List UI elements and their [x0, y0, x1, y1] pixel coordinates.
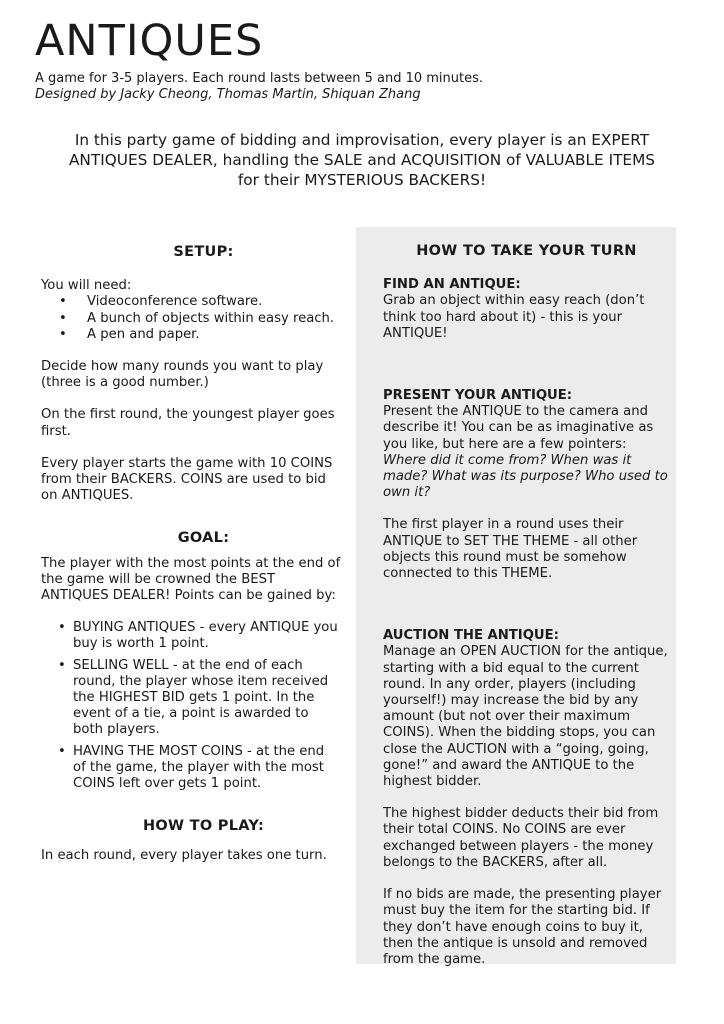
bullet-icon: • — [59, 326, 67, 342]
find-heading: FIND AN ANTIQUE: — [383, 277, 521, 293]
list-item: • A bunch of objects within easy reach. — [59, 310, 335, 326]
bullet-icon: • — [58, 620, 66, 636]
auction-paragraph: If no bids are made, the presenting player must buy the item for the starting bid. If they don’t have enough coins to buy it, then the antique is unsold and removed from the game. — [383, 887, 662, 967]
bullet-icon: • — [58, 657, 66, 673]
setup-paragraph: Every player starts the game with 10 COINS from their BACKERS. COINS are used to bid on ANTIQUES. — [41, 455, 333, 504]
list-item: • HAVING THE MOST COINS - at the end of the game, the player with the most COINS left over gets 1 point. — [58, 743, 325, 792]
need-label: You will need: — [41, 278, 132, 294]
page-title: ANTIQUES — [35, 16, 264, 66]
find-body: Grab an object within easy reach (don’t think too hard about it) - this is your ANTIQUE! — [383, 293, 645, 341]
present-heading: PRESENT YOUR ANTIQUE: — [383, 388, 573, 404]
list-item: • A pen and paper. — [59, 326, 200, 342]
auction-body: Manage an OPEN AUCTION for the antique, starting with a bid equal to the current round. In any order, players (including yourself!) may increase the bid by any amount (but not over their maximum COINS). When the bidding stops, you can close the AUCTION with a “going, going, gone!” and award the ANTIQUE to the highest bidder. — [383, 644, 668, 790]
goal-list — [41, 620, 341, 792]
goal-heading: GOAL: — [177, 530, 230, 547]
bullet-icon: • — [58, 743, 66, 759]
present-body: Present the ANTIQUE to the camera and describe it! You can be as imaginative as you like, but here are a few pointers: Where did it come from? When was it made? What was its purpose? Who used to own it? — [383, 404, 668, 501]
present-paragraph: The first player in a round uses their ANTIQUE to SET THE THEME - all other objects this round must be somehow connected to this THEME. — [383, 517, 638, 582]
list-item: • SELLING WELL - at the end of each round, the player whose item received the HIGHEST BID gets 1 point. In the event of a tie, a point is awarded to both players. — [58, 657, 329, 738]
list-item: • BUYING ANTIQUES - every ANTIQUE you buy is worth 1 point. — [58, 620, 338, 652]
left-column — [41, 244, 341, 865]
intro-text: In this party game of bidding and improvisation, every player is an EXPERT ANTIQUES DEALER, handling the SALE and ACQUISITION of VALUABLE ITEMS for their MYSTERIOUS BACKERS! — [68, 131, 656, 189]
goal-paragraph: The player with the most points at the end of the game will be crowned the BEST ANTIQUES DEALER! Points can be gained by: — [41, 555, 341, 604]
list-item: • Videoconference software. — [59, 294, 263, 310]
setup-paragraph: On the first round, the youngest player goes first. — [41, 407, 335, 439]
bullet-icon: • — [59, 294, 67, 310]
how-to-play-heading: HOW TO PLAY: — [142, 818, 265, 835]
turn-panel — [356, 227, 676, 967]
subtitle-block — [35, 71, 483, 103]
turn-heading: HOW TO TAKE YOUR TURN — [416, 243, 637, 259]
credits: Designed by Jacky Cheong, Thomas Martin, Shiquan Zhang — [35, 87, 421, 102]
subtitle: A game for 3-5 players. Each round lasts between 5 and 10 minutes. — [35, 71, 484, 86]
auction-heading: AUCTION THE ANTIQUE: — [383, 628, 559, 644]
bullet-icon: • — [59, 310, 67, 326]
how-to-play-paragraph: In each round, every player takes one turn. — [41, 848, 327, 864]
setup-paragraph: Decide how many rounds you want to play (three is a good number.) — [41, 359, 324, 391]
setup-heading: SETUP: — [173, 244, 234, 260]
auction-paragraph: The highest bidder deducts their bid from their total COINS. No COINS are ever exchanged between players - the money belongs to the BACKERS, after all. — [383, 806, 659, 870]
setup-list — [41, 294, 341, 343]
